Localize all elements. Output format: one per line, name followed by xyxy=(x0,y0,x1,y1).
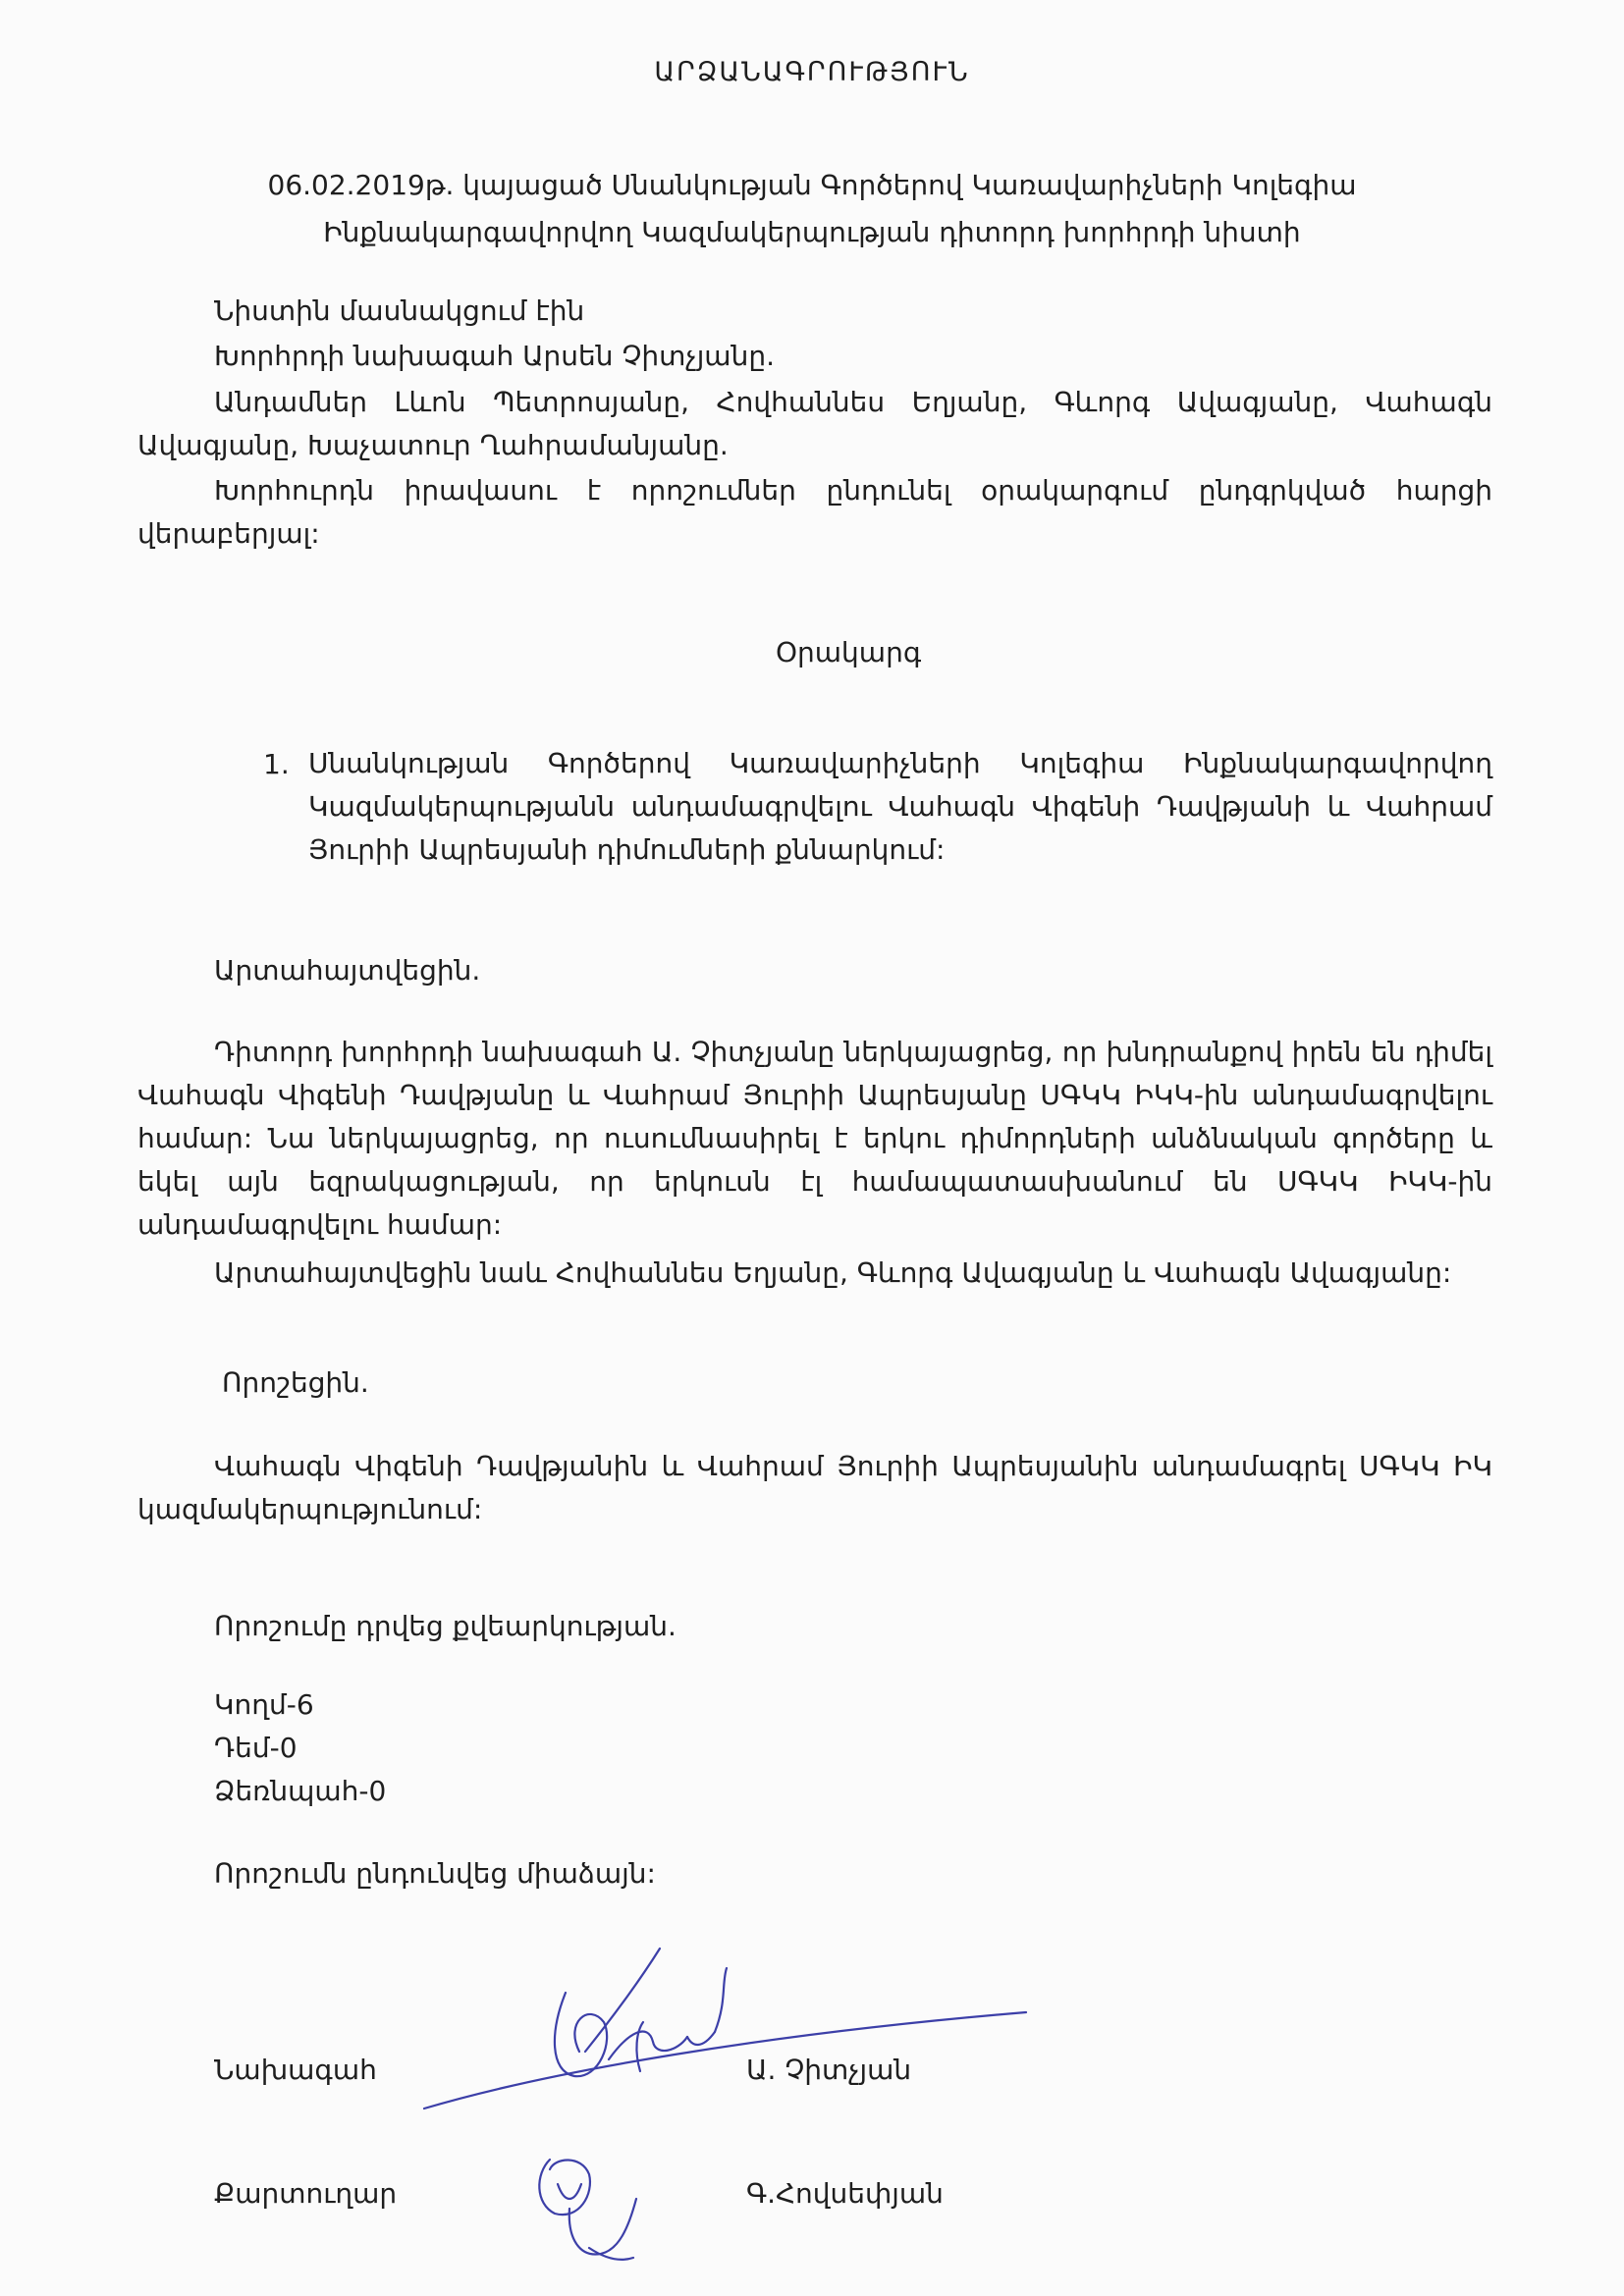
attendees-chairman: Խորհրդի նախագահ Արսեն Չիտչյանը. xyxy=(214,340,775,372)
discussion-heading: Արտահայտվեցին. xyxy=(214,954,481,987)
agenda-item-number: 1. xyxy=(263,748,290,780)
document-title: ԱՐՁԱՆԱԳՐՈՒԹՅՈՒՆ xyxy=(654,57,970,87)
secretary-name: Գ.Հովսեփյան xyxy=(746,2177,944,2210)
discussion-paragraph: Դիտորդ խորհրդի նախագահ Ա. Չիտչյանը ներկայացրեց, որ խնդրանքով իրեն են դիմել Վահագն Վիգենի Դավթյանը և Վահրամ Յուրիի Ապրեսյանը ՍԳԿԿ ԻԿԿ-ին անդամագրվելու համար: Նա ներկայացրեց, որ ուսումնասիրել է երկու դիմորդների անձնական գործերը և եկել այն եզրակացության, որ երկուսն էլ համապատասխանում են ՍԳԿԿ ԻԿԿ-ին անդամագրվելու համար: xyxy=(137,1036,1492,1241)
vote-abstain: Ձեռնպահ-0 xyxy=(214,1775,387,1807)
attendees-members: Անդամներ Լևոն Պետրոսյանը, Հովհաննես Եղյանը, Գևորգ Ավագյանը, Վահագն Ավագյանը, Խաչատուր Ղահրամանյանը. xyxy=(137,386,1492,461)
agenda-heading: Օրակարգ xyxy=(776,636,922,668)
chair-signature xyxy=(424,1949,1026,2109)
secretary-label: Քարտուղար xyxy=(214,2177,398,2210)
decision-heading: Որոշեցին. xyxy=(222,1366,369,1399)
vote-result: Որոշումն ընդունվեց միաձայն: xyxy=(214,1857,656,1890)
attendees-quorum: Խորհուրդն իրավասու է որոշումներ ընդունել օրակարգում ընդգրկված հարցի վերաբերյալ: xyxy=(137,474,1492,550)
decision-text: Վահագն Վիգենի Դավթյանին և Վահրամ Յուրիի Ապրեսյանին անդամագրել ՍԳԿԿ ԻԿ կազմակերպությունում: xyxy=(137,1450,1492,1525)
vote-against: Դեմ-0 xyxy=(214,1732,298,1764)
subtitle-line-1: 06.02.2019թ. կայացած Սնանկության Գործերով Կառավարիչների Կոլեգիա xyxy=(267,169,1357,201)
chair-name: Ա. Չիտչյան xyxy=(746,2054,912,2086)
attendees-intro: Նիստին մասնակցում էին xyxy=(214,294,585,327)
subtitle-line-2: Ինքնակարգավորվող Կազմակերպության դիտորդ խորհրդի նիստի xyxy=(323,216,1301,248)
chair-label: Նախագահ xyxy=(214,2054,377,2086)
vote-for: Կողմ-6 xyxy=(214,1688,314,1721)
agenda-item-text: Սնանկության Գործերով Կառավարիչների Կոլեգիա Ինքնակարգավորվող Կազմակերպությանն անդամագրվելու Վահագն Վիգենի Դավթյանի և Վահրամ Յուրիի Ապրեսյանի դիմումների քննարկում: xyxy=(308,747,1492,866)
vote-intro: Որոշումը դրվեց քվեարկության. xyxy=(214,1610,677,1642)
secretary-signature xyxy=(539,2160,636,2260)
discussion-also: Արտահայտվեցին նաև Հովհաննես Եղյանը, Գևորգ Ավագյանը և Վահագն Ավագյանը: xyxy=(214,1256,1452,1289)
